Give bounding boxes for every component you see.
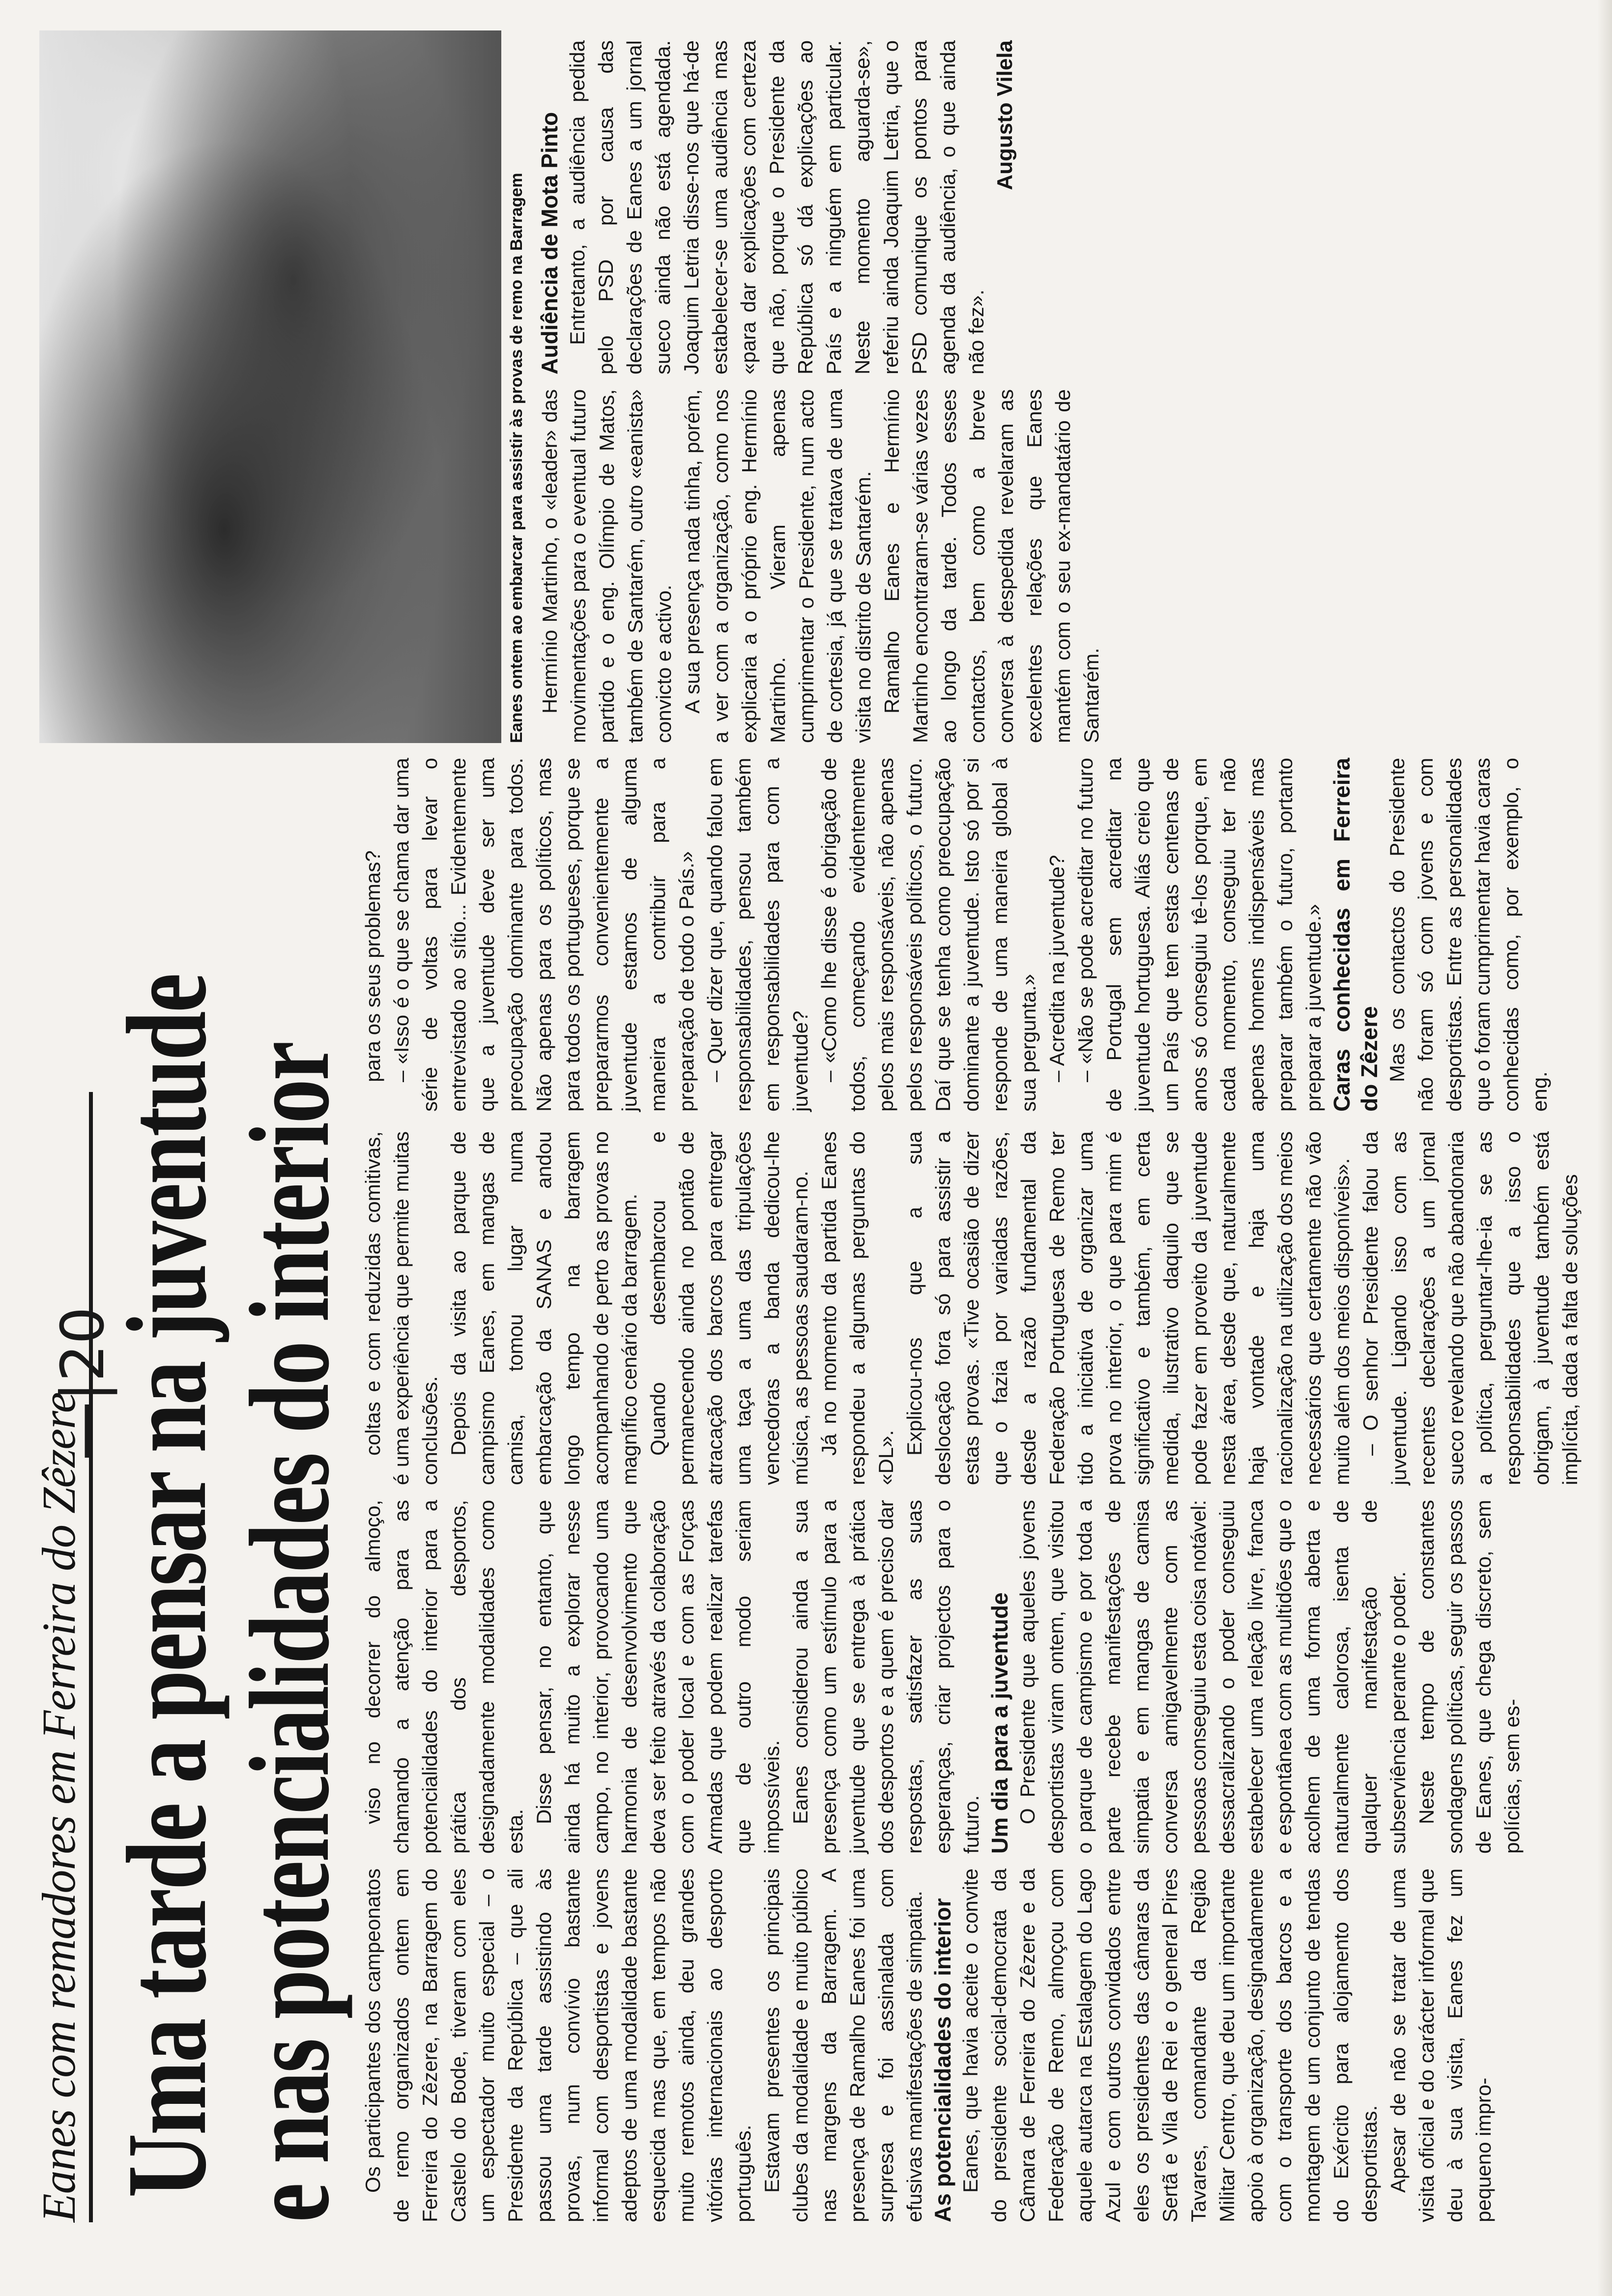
paragraph: Entretanto, a audiência pedida pelo PSD por causa das declarações de Eanes a um jornal sueco ainda não está agendada. Joaquim Letria disse-nos que há-de estabelecer-se uma audiência mas «para dar explicações com certeza que não, porque o Presidente da República só dá explicações ao País e a ninguém em particular. Neste momento aguarda-se», referiu ainda Joaquim Letria, que o PSD comunique os pontos para agenda da audiência, o que ainda não fez». [566, 40, 988, 374]
paragraph: Depois da visita ao parque de campismo Eanes, em mangas de camisa, tomou lugar numa embarcação da SANAS e andou longo tempo na barragem acompanhando de perto as provas no magnífico cenário da barragem. [447, 1131, 641, 1485]
paragraph: Os participantes dos campeonatos de remo organizados ontem em Ferreira do Zêzere, na Barragem do Castelo do Bode, tiveram com eles um espectador muito especial – o Presidente da República – que ali passou uma tarde assistindo às provas, num convívio bastante informal com desportistas e jovens adeptos de uma modalidade bastante esquecida mas que, em tempos não muito remotos ainda, deu grandes vitórias internacionais ao desporto português. [361, 1868, 755, 2222]
paragraph: Eanes, que havia aceite o convite do presidente social-democrata da Câmara de Ferreira do Zêzere e da Federação de Remo, almoçou com aquele autarca na Estalagem do Lago Azul e com outros convidados entre eles os presidentes das câmaras da Sertã e Vila de Rei e o general Pires Tavares, comandante da Região Militar Centro, que deu um importante apoio à organização, designadamente com o transporte dos barcos e a montagem de um conjunto de tendas do Exército para alojamento dos desportistas. [959, 1868, 1381, 2222]
subheading: Caras conhecidas em Ferreira do Zêzere [1329, 758, 1382, 1112]
paragraph: Estavam presentes os principais clubes da modalidade e muito público nas margens da Barragem. A presença de Ramalho Eanes foi uma surpresa e foi assinalada com efusivas manifestações de simpatia. [760, 1868, 926, 2222]
paragraph: – O senhor Presidente falou da juventude. Ligando isso com as recentes declarações a um jornal sueco revelando que não abandonaria a política, perguntar-lhe-ia se as responsabilidades que a isso o obrigam, à juventude também está implícita, dada a falta de soluções [1359, 1131, 1582, 1485]
paragraph: Já no momento da partida Eanes respondeu a algumas perguntas do «DL». [817, 1131, 897, 1485]
photo-caption: Eanes ontem ao embarcar para assistir às provas de remo na Barragem [507, 172, 526, 743]
news-photo [39, 30, 501, 743]
headline-line-1: Uma tarde a pensar na juventude [104, 975, 230, 2198]
article-column-2 [359, 1500, 1526, 1854]
paragraph: Apesar de não se tratar de uma visita oficial e do carácter informal que deu à sua visita, Eanes fez um pequeno impro- [1386, 1868, 1495, 2222]
paragraph: Quando desembarcou e permanecendo ainda no pontão de atracação dos barcos para entregar uma taça a uma das tripulações vencedoras a banda dedicou-lhe música, as pessoas saudaram-no. [646, 1131, 812, 1485]
paragraph: para os seus problemas? [361, 850, 384, 1082]
paragraph: Eanes considerou ainda a sua presença como um estímulo para a juventude que se entrega à prática dos desportos e a quem é preciso dar respostas, satisfazer as suas esperanças, criar projectos para o futuro. [789, 1500, 983, 1854]
paragraph: – «Isso é o que se chama dar uma série de voltas para levar o entrevistado ao sítio... Evidentemente que a juventude deve ser uma preocupação dominante para todos. Não apenas para os políticos, mas para todos os portugueses, porque se prepararmos convenientemente a juventude estamos de alguma maneira a contribuir para a preparação de todo o País.» [390, 758, 698, 1112]
article-column-5 [536, 389, 1106, 743]
article-column-1 [359, 1868, 1498, 2222]
paragraph: – «Como lhe disse é obrigação de todos, começando evidentemente pelos mais responsáveis, não apenas pelos responsáveis políticos, o futuro. Daí que se tenha como preocupação dominante a juventude. Isto só por si responde de uma maneira global à sua pergunta.» [817, 758, 1040, 1112]
kicker-line: Eanes com remadores em Ferreira do Zêzere [32, 1092, 93, 2222]
subheading: As potencialidades do interior [930, 1898, 955, 2222]
byline: Augusto Vilela [993, 40, 1017, 190]
subheading: Um dia para a juventude [987, 1592, 1012, 1854]
headline-line-2: e nas potencialidades do interior [227, 1042, 353, 2222]
handwritten-page-note: —|20 [49, 1306, 117, 1461]
paragraph: – Quer dizer que, quando falou em responsabilidades, pensou também em responsabilidades para com a juventude? [703, 758, 812, 1112]
paragraph: Explicou-nos que a sua deslocação fora só para assistir a estas provas. «Tive ocasião de dizer que o fazia por variadas razões, desde a razão fundamental da Federação Portuguesa de Remo ter tido a iniciativa de organizar uma prova no interior, o que para mim é significativo e também, em certa medida, ilustrativo daquilo que se pode fazer em proveito da juventude nesta área, desde que, naturalmente haja vontade e haja uma racionalização na utilização dos meios necessários que certamente não vão muito além dos meios disponíveis». [903, 1131, 1353, 1485]
paragraph: Neste tempo de constantes sondagens políticas, seguir os passos de Eanes, que chega discreto, sem polícias, sem es- [1415, 1500, 1524, 1854]
paragraph: Hermínio Martinho, o «leader» das movimentações para o eventual futuro partido e o eng. Olímpio de Matos, também de Santarém, outro «eanista» convicto e activo. [538, 389, 675, 743]
scan-edge-shadow [1597, 0, 1612, 2296]
paragraph: coltas e com reduzidas comitivas, é uma experiência que permite muitas conclusões. [361, 1131, 441, 1485]
article-column-6 [536, 40, 1019, 374]
paragraph: Mas os contactos do Presidente não foram só com jovens e com desportistas. Entre as personalidades que o foram cumprimentar havia caras conhecidas como, por exemplo, o eng. [1385, 758, 1551, 1112]
paragraph: – Acredita na juventude? [1045, 855, 1068, 1082]
paragraph: O Presidente que aqueles jovens desportistas viram ontem, que visitou o parque de campismo e por toda a parte recebe manifestações de simpatia e em mangas de camisa conversa amigavelmente com as pessoas conseguiu esta coisa notável: dessacralizando o poder conseguiu estabelecer uma relação livre, franca e espontânea com as multidões que o acolhem de uma forma aberta e naturalmente calorosa, isenta de qualquer manifestação de subserviência perante o poder. [1016, 1500, 1410, 1854]
subheading: Audiência de Mota Pinto [537, 112, 562, 374]
paragraph: A sua presença nada tinha, porém, a ver com a organização, como nos explicaria a o próprio eng. Hermínio Martinho. Vieram apenas cumprimentar o Presidente, num acto de cortesia, já que se tratava de uma visita no distrito de Santarém. [681, 389, 875, 743]
paragraph: Disse pensar, no entanto, que ainda há muito a explorar nesse campo, no interior, provocando uma harmonia de desenvolvimento que deva ser feito através da colaboração com o poder local e com as Forças Armadas que podem realizar tarefas que de outro modo seriam impossíveis. [532, 1500, 783, 1854]
article-column-3 [359, 1131, 1584, 1485]
article-column-4 [359, 758, 1554, 1112]
paragraph: Ramalho Eanes e Hermínio Martinho encontraram-se várias vezes ao longo da tarde. Todos esses contactos, bem como a breve conversa à despedida revelaram as excelentes relações que Eanes mantém com o seu ex-mandatário de Santarém. [880, 389, 1103, 743]
paragraph: – «Não se pode acreditar no futuro de Portugal sem acreditar na juventude hortuguesa. Aliás creio que um País que tem estas centenas de anos só conseguiu tê-los porque, em cada momento, conseguiu ter não apenas homens indispensáveis mas preparar também o futuro, portanto preparar a juventude.» [1074, 758, 1325, 1112]
paragraph: viso no decorrer do almoço, chamando a atenção para as potencialidades do interior para a prática dos desportos, designadamente modalidades como esta. [361, 1500, 527, 1854]
